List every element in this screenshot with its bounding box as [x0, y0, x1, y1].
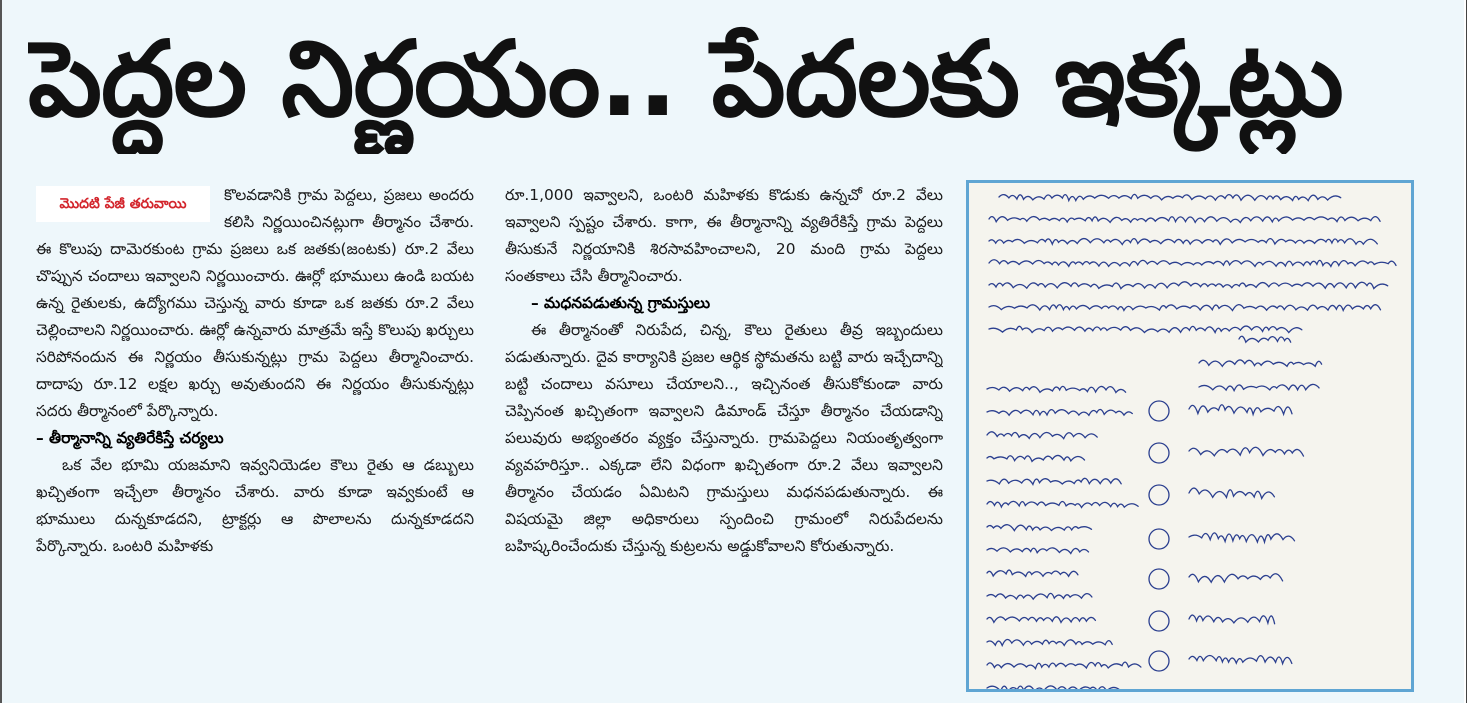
circled-number — [1149, 569, 1169, 589]
circled-number — [1149, 401, 1169, 421]
handwriting-line — [1239, 336, 1291, 342]
article-column-1 — [36, 182, 474, 687]
signature-name — [987, 662, 1141, 668]
handwriting-image — [969, 183, 1411, 689]
paragraph: రూ.1,000 ఇవ్వాలని, ఒంటరి మహిళకు కొడుకు ఉన్నచో రూ.2 వేలు ఇవ్వాలని స్పష్టం చేశారు. కాగా, ఈ తీర్మానాన్ని వ్యతిరేకిస్తే గ్రామ పెద్దలు తీసుకునే నిర్ణయానికి శిరసావహించాలని, 20 మంది గ్రామ పెద్దలు సంతకాలు చేసి తీర్మానించారు. — [505, 186, 943, 285]
paragraph: ఈ తీర్మానంతో నిరుపేద, చిన్న, కౌలు రైతులు తీవ్ర ఇబ్బందులు పడుతున్నారు. దైవ కార్యానికి ప్రజల ఆర్థిక స్థోమతను బట్టి వారు ఇచ్చేదాన్ని బట్టి చందాలు వసూలు చేయాలని.., ఇచ్చినంత తీసుకోకుండా వారు చెప్పినంత ఖచ్చితంగా ఇవ్వాలని డిమాండ్ చేస్తూ తీర్మానం చేయడాన్ని పలువురు అభ్యంతరం వ్యక్తం చేస్తున్నారు. గ్రామపెద్దలు నియంతృత్వంగా వ్యవహరిస్తూ.. ఎక్కడా లేని విధంగా ఖచ్చితంగా రూ.2 వేలు ఇవ్వాలని తీర్మానం చేయడం ఏమిటని గ్రామస్తులు మధనపడుతున్నారు. ఈ విషయమై జిల్లా అధికారులు స్పందించి గ్రామంలో నిరుపేదలను బహిష్కరించేందుకు చేస్తున్న కుట్రలను అడ్డుకోవాలని కోరుతున్నారు. — [505, 321, 943, 555]
circled-number — [1149, 611, 1169, 631]
signature-name — [987, 570, 1078, 576]
handwriting-line — [989, 260, 1396, 267]
handwriting-line — [989, 305, 1381, 311]
paragraph: ఒక వేల భూమి యజమాని ఇవ్వనియెడల కౌలు రైతు ఆ డబ్బులు ఖచ్చితంగా ఇచ్చేలా తీర్మానం చేశారు. వారు కూడా ఇవ్వకుంటే ఆ భూములు దున్నకూడదని, ట్రాక్టర్లు ఆ పొలాలను దున్నకూడదని పేర్కొన్నారు. ఒంటరి మహిళకు — [36, 456, 474, 555]
signature-name — [987, 386, 1126, 392]
handwriting-line — [1199, 360, 1322, 366]
paragraph: కొలవడానికి గ్రామ పెద్దలు, ప్రజలు అందరు కలిసి నిర్ణయించినట్లుగా తీర్మానం చేశారు. ఈ కొలుపు దామెరకుంట గ్రామ ప్రజలు ఒక జతకు(జంటకు) రూ.2 వేలు చొప్పున చందాలు ఇవ్వాలని నిర్ణయించారు. ఊర్లో భూములు ఉండి బయట ఉన్న రైతులకు, ఉద్యోగము చెస్తున్న వారు కూడా ఒక జతకు రూ.2 వేలు చెల్లించాలని నిర్ణయించారు. ఊర్లో ఉన్నవారు మాత్రమే ఇస్తే కొలుపు ఖర్చులు సరిపోనందున ఈ నిర్ణయం తీసుకున్నట్లు గ్రామ పెద్దలు తీర్మానించారు. దాదాపు రూ.12 లక్షల ఖర్చు అవుతుందని ఈ నిర్ణయం తీసుకున్నట్లు సదరు తీర్మానంలో పేర్కొన్నారు. — [36, 186, 474, 420]
signature-name — [987, 593, 1092, 599]
handwriting-line — [989, 282, 1388, 289]
handwriting-line — [999, 194, 1341, 200]
handwriting-line — [989, 217, 1380, 223]
circled-number — [1149, 651, 1169, 671]
circled-number — [1149, 485, 1169, 505]
article-column-2 — [505, 182, 943, 687]
continued-label: మొదటి పేజీ తరువాయి — [36, 186, 210, 222]
circled-number — [1149, 443, 1169, 463]
signature — [1189, 656, 1292, 664]
signature — [1189, 615, 1275, 624]
signature-name — [987, 455, 1085, 461]
signature-name — [987, 639, 1112, 645]
signature — [1189, 447, 1304, 456]
signature — [1189, 488, 1274, 498]
signature-name — [987, 409, 1132, 415]
signature-name — [987, 432, 1097, 439]
subheading: – తీర్మానాన్ని వ్యతిరేకిస్తే చర్యలు — [36, 429, 224, 447]
signature — [1189, 574, 1283, 582]
signature — [1189, 533, 1295, 542]
page-edge-left — [0, 0, 2, 703]
handwriting-line — [989, 326, 1302, 332]
page-margin-right — [1464, 0, 1484, 703]
subheading: – మధనపడుతున్న గ్రామస్తులు — [531, 294, 711, 312]
handwritten-resolution-photo — [966, 180, 1414, 692]
signature-name — [987, 686, 1119, 689]
signature-name — [987, 501, 1138, 507]
page-edge-line — [1466, 0, 1467, 703]
handwriting-line — [1199, 384, 1319, 390]
signature-name — [987, 617, 1095, 623]
signature-name — [987, 548, 1089, 554]
signature-name — [987, 478, 1121, 484]
circled-number — [1149, 529, 1169, 549]
handwriting-line — [989, 239, 1377, 245]
signature-name — [987, 525, 1092, 531]
headline: పెద్దల నిర్ణయం.. పేదలకు ఇక్కట్లు — [28, 18, 1343, 140]
signature — [1189, 405, 1292, 415]
